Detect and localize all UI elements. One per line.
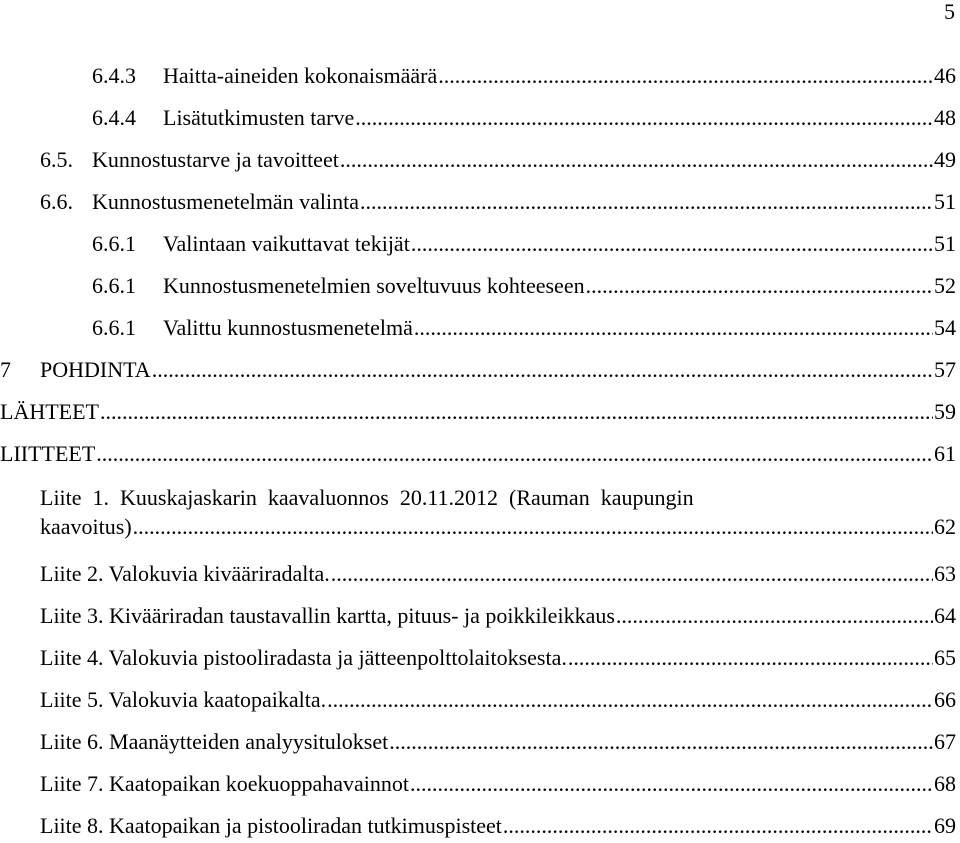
toc-entry-title: POHDINTA: [40, 357, 151, 382]
toc-leader-dots: [411, 231, 933, 257]
toc-leader-dots: [331, 561, 933, 587]
toc-leader-dots: [152, 357, 933, 383]
toc-entry-page: 48: [934, 105, 956, 130]
toc-entry-page: 69: [934, 813, 956, 838]
toc-entry[interactable]: [92, 63, 956, 89]
toc-entry-number: 6.6.1: [92, 315, 136, 340]
toc-leader-dots: [503, 813, 933, 839]
toc-entry-page: 52: [934, 273, 956, 298]
toc-entry-title: Liite 8. Kaatopaikan ja pistooliradan tutkimuspisteet: [40, 813, 502, 838]
toc-entry-title: Valittu kunnostusmenetelmä: [163, 315, 413, 340]
toc-entry-title: Liite 7. Kaatopaikan koekuoppahavainnot: [40, 771, 409, 796]
toc-entry-title: Kunnostusmenetelmän valinta: [92, 189, 359, 214]
toc-leader-dots: [586, 273, 933, 299]
toc-entry[interactable]: [92, 231, 956, 257]
toc-entry[interactable]: [40, 603, 956, 629]
toc-entry-page: 46: [934, 63, 956, 88]
toc-entry-title: Kunnostustarve ja tavoitteet: [92, 147, 339, 172]
toc-entry[interactable]: [0, 357, 956, 383]
toc-entry-page: 68: [934, 771, 956, 796]
toc-entry-title: kaavoitus): [40, 514, 132, 539]
toc-entry-page: 67: [934, 729, 956, 754]
toc-leader-dots: [414, 315, 933, 341]
toc-entry-number: 7: [0, 357, 11, 382]
toc-entry-title: Liite 4. Valokuvia pistooliradasta ja jätteenpolttolaitoksesta.: [40, 645, 567, 670]
toc-entry-page: 49: [934, 147, 956, 172]
toc-entry-number: 6.6.: [40, 189, 73, 214]
toc-entry[interactable]: [40, 147, 956, 173]
toc-entry-page: 66: [934, 687, 956, 712]
toc-entry-title: LIITTEET: [0, 441, 96, 466]
toc-entry-title: Liite 2. Valokuvia kivääriradalta.: [40, 561, 330, 586]
toc-entry-page: 63: [934, 561, 956, 586]
toc-entry-title: Liite 3. Kivääriradan taustavallin kartta, pituus- ja poikkileikkaus: [40, 603, 615, 628]
toc-entry-page: 51: [934, 189, 956, 214]
toc-entry-title: Lisätutkimusten tarve: [163, 105, 355, 130]
toc-leader-dots: [100, 399, 933, 425]
toc-entry-title: Liite 5. Valokuvia kaatopaikalta.: [40, 687, 327, 712]
toc-entry-title-line: Liite 1. Kuuskajaskarin kaavaluonnos 20.11.2012 (Rauman kaupungin: [40, 485, 694, 510]
toc-entry[interactable]: [40, 514, 956, 540]
toc-entry[interactable]: [40, 729, 956, 755]
toc-entry[interactable]: [0, 399, 956, 425]
toc-entry-title: Valintaan vaikuttavat tekijät: [163, 231, 410, 256]
page-number: 5: [944, 0, 955, 24]
toc-entry[interactable]: [40, 687, 956, 713]
toc-entry[interactable]: [92, 105, 956, 131]
toc-leader-dots: [327, 687, 933, 713]
toc-entry[interactable]: [40, 561, 956, 587]
toc-leader-dots: [438, 63, 933, 89]
toc-entry[interactable]: [92, 273, 956, 299]
toc-entry[interactable]: [0, 441, 956, 467]
toc-entry-page: 59: [934, 399, 956, 424]
toc-entry[interactable]: [40, 645, 956, 671]
toc-entry-page: 64: [934, 603, 956, 628]
toc-leader-dots: [355, 105, 933, 131]
toc-leader-dots: [340, 147, 933, 173]
toc-entry[interactable]: [40, 771, 956, 797]
toc-entry-page: 65: [934, 645, 956, 670]
toc-entry-title: LÄHTEET: [0, 399, 99, 424]
toc-entry-number: 6.6.1: [92, 273, 136, 298]
toc-entry-page: 61: [934, 441, 956, 466]
toc-entry-page: 54: [934, 315, 956, 340]
toc-entry-number: 6.5.: [40, 147, 73, 172]
toc-leader-dots: [96, 441, 933, 467]
toc-entry-title: Haitta-aineiden kokonaismäärä: [163, 63, 438, 88]
toc-leader-dots: [133, 514, 933, 540]
toc-leader-dots: [568, 645, 933, 671]
toc-leader-dots: [360, 189, 933, 215]
toc-entry[interactable]: [40, 813, 956, 839]
toc-entry-page: 62: [934, 514, 956, 539]
toc-entry[interactable]: [40, 189, 956, 215]
toc-entry-title: Liite 6. Maanäytteiden analyysitulokset: [40, 729, 389, 754]
toc-entry-page: 51: [934, 231, 956, 256]
toc-entry-title: Kunnostusmenetelmien soveltuvuus kohteeseen: [163, 273, 585, 298]
toc-entry-page: 57: [934, 357, 956, 382]
toc-leader-dots: [410, 771, 933, 797]
toc-entry-number: 6.4.4: [92, 105, 136, 130]
toc-entry-number: 6.4.3: [92, 63, 136, 88]
toc-entry[interactable]: [92, 315, 956, 341]
toc-leader-dots: [616, 603, 933, 629]
toc-entry-number: 6.6.1: [92, 231, 136, 256]
toc-leader-dots: [389, 729, 933, 755]
